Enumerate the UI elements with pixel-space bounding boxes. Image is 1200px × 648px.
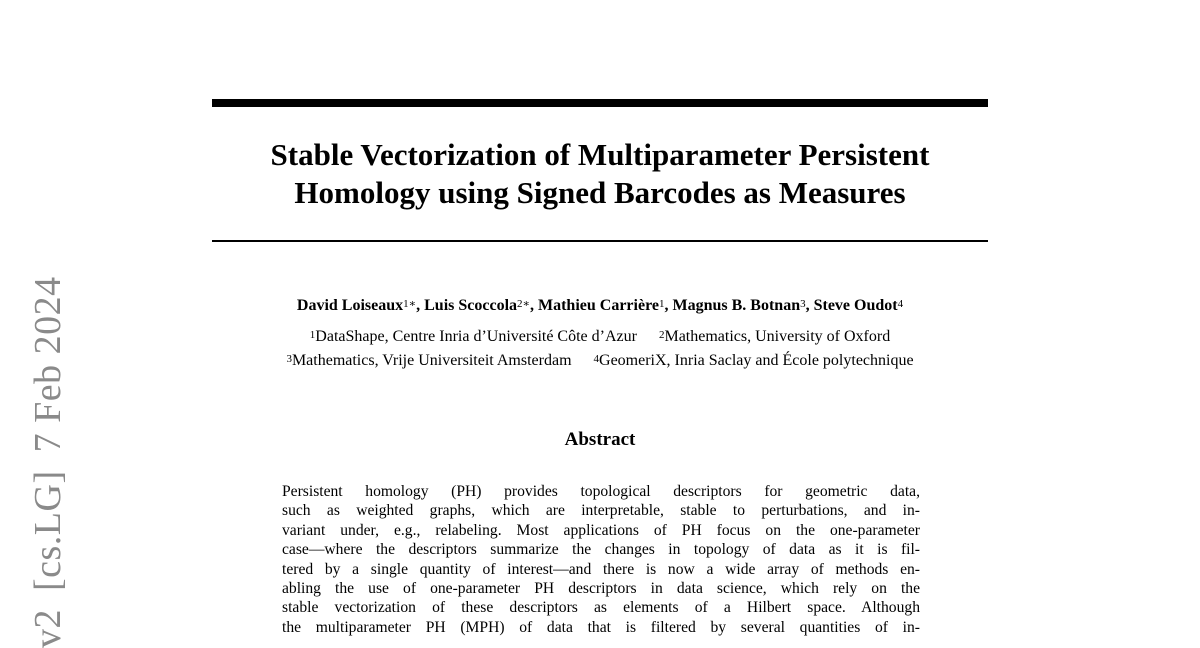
title-top-rule bbox=[212, 99, 988, 107]
abstract-line: variant under, e.g., relabeling. Most applications of PH focus on the one-parameter bbox=[282, 521, 920, 539]
author-name: Luis Scoccola bbox=[424, 297, 518, 314]
author-affiliation-mark: 1∗ bbox=[403, 298, 417, 310]
arxiv-identifier-stamp bbox=[28, 276, 68, 648]
abstract-body bbox=[282, 482, 920, 637]
title-line-2: Homology using Signed Barcodes as Measures bbox=[294, 175, 906, 210]
author-name: Mathieu Carrière bbox=[538, 297, 659, 314]
author-affiliation-mark: 1 bbox=[659, 298, 665, 310]
abstract-line: abling the use of one-parameter PH descriptors in data science, which rely on the bbox=[282, 580, 920, 598]
affiliation-line bbox=[100, 327, 1100, 347]
abstract-line: such as weighted graphs, which are interpretable, stable to perturbations, and in- bbox=[282, 502, 920, 520]
title-line-1: Stable Vectorization of Multiparameter Persistent bbox=[270, 137, 930, 172]
abstract-line: stable vectorization of these descriptors as elements of a Hilbert space. Although bbox=[282, 599, 920, 617]
affiliation-mark: 3 bbox=[286, 353, 292, 365]
author-list: David Loiseaux$^{1∗}$, Luis Scoccola$^{2∗}$, Mathieu Carrière$^1$, Magnus B. Botnan$^3$, Steve Oudot$^4$ bbox=[296, 297, 904, 314]
author-name: Steve Oudot bbox=[813, 297, 898, 314]
author-affiliation-mark: 2∗ bbox=[517, 298, 530, 310]
abstract-line: Persistent homology (PH) provides topological descriptors for geometric data, bbox=[282, 483, 920, 500]
affiliation-mark: 2 bbox=[658, 329, 665, 341]
affiliation-text: Mathematics, University of Oxford bbox=[664, 328, 891, 345]
abstract-line: case—where the descriptors summarize the changes in topology of data as it is fil- bbox=[282, 541, 920, 559]
abstract-line: the multiparameter PH (MPH) of data that is filtered by several quantities of in- bbox=[282, 618, 920, 636]
author-affiliation-mark: 4 bbox=[897, 298, 904, 310]
author-name: David Loiseaux bbox=[296, 297, 404, 314]
abstract-heading: Abstract bbox=[564, 429, 636, 450]
affiliation-mark: 4 bbox=[593, 353, 600, 365]
author-affiliation-mark: 3 bbox=[800, 298, 806, 310]
affiliation-line bbox=[100, 351, 1100, 371]
abstract-line: tered by a single quantity of interest—and there is now a wide array of methods en- bbox=[282, 560, 920, 578]
affiliation-text: Mathematics, Vrije Universiteit Amsterdam bbox=[291, 352, 572, 369]
affiliation-text: DataShape, Centre Inria d’Université Côte d’Azur bbox=[315, 328, 637, 345]
affiliation-text: GeomeriX, Inria Saclay and École polytechnique bbox=[599, 352, 914, 369]
paper-title bbox=[212, 136, 988, 212]
title-bottom-rule bbox=[212, 240, 988, 242]
author-name: Magnus B. Botnan bbox=[672, 297, 801, 314]
affiliation-mark: 1 bbox=[309, 329, 316, 341]
arxiv-date: 7 Feb 2024 bbox=[27, 276, 69, 453]
arxiv-category: [cs.LG] bbox=[27, 470, 69, 591]
arxiv-version: v2 bbox=[27, 609, 69, 648]
